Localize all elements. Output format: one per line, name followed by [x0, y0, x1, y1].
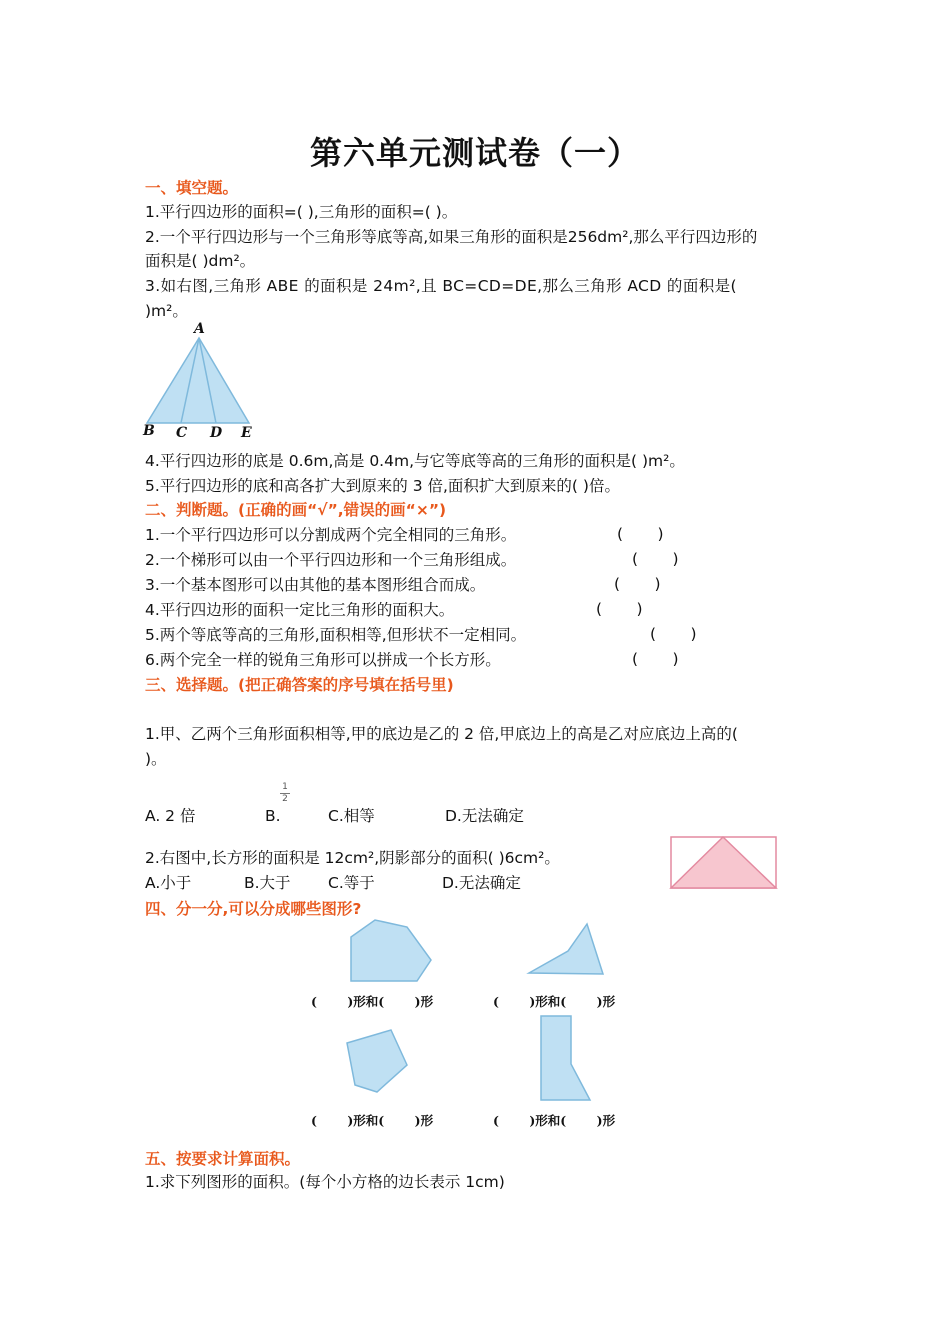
choice-q2-option-b: B.大于 — [244, 874, 291, 892]
judge-q1: 1.一个平行四边形可以分割成两个完全相同的三角形。 — [145, 526, 517, 544]
divide-label-2: ( )形和( )形 — [493, 994, 616, 1009]
judge-q4: 4.平行四边形的面积一定比三角形的面积大。 — [145, 601, 455, 619]
fraction-denominator: 2 — [282, 794, 288, 804]
judge-q5-paren: ( ) — [650, 625, 697, 643]
judge-q3: 3.一个基本图形可以由其他的基本图形组合而成。 — [145, 576, 486, 594]
label-d: D — [210, 425, 223, 441]
fill-q3-line2: )m²。 — [145, 302, 188, 320]
choice-q1-option-d: D.无法确定 — [445, 807, 524, 825]
page-title: 第六单元测试卷（一） — [309, 134, 640, 172]
choice-q1-line1: 1.甲、乙两个三角形面积相等,甲的底边是乙的 2 倍,甲底边上的高是乙对应底边上高的( — [145, 725, 738, 743]
divide-label-1: ( )形和( )形 — [311, 994, 434, 1009]
label-e: E — [241, 425, 252, 441]
area-q1: 1.求下列图形的面积。(每个小方格的边长表示 1cm) — [145, 1173, 505, 1191]
choice-q2: 2.右图中,长方形的面积是 12cm²,阴影部分的面积( )6cm²。 — [145, 849, 560, 867]
label-c: C — [176, 425, 188, 441]
label-a: A — [194, 321, 205, 337]
judge-q2: 2.一个梯形可以由一个平行四边形和一个三角形组成。 — [145, 551, 517, 569]
judge-q5: 5.两个等底等高的三角形,面积相等,但形状不一定相同。 — [145, 626, 527, 644]
fraction-one-half — [280, 783, 290, 804]
choice-q1-option-a: A. 2 倍 — [145, 807, 196, 825]
rectangle-shaded-figure — [668, 834, 780, 892]
label-b: B — [143, 423, 155, 439]
section-judge-heading: 二、判断题。(正确的画“√”,错误的画“×”) — [145, 501, 447, 519]
judge-q1-paren: ( ) — [617, 525, 664, 543]
fill-q4: 4.平行四边形的底是 0.6m,高是 0.4m,与它等底等高的三角形的面积是( )m²。 — [145, 452, 685, 470]
choice-q2-option-a: A.小于 — [145, 874, 192, 892]
choice-q1-line2: )。 — [145, 750, 167, 768]
section-fill-blank-heading: 一、填空题。 — [145, 179, 239, 197]
fill-q1: 1.平行四边形的面积=( ),三角形的面积=( )。 — [145, 203, 458, 221]
shape-pentagon-3 — [343, 1025, 413, 1095]
shape-quadrilateral-2 — [525, 918, 610, 980]
shape-rectangle-triangle-4 — [535, 1012, 595, 1104]
fill-q2-line1: 2.一个平行四边形与一个三角形等底等高,如果三角形的面积是256dm²,那么平行四边形的 — [145, 228, 758, 246]
shape-pentagon-1 — [345, 915, 437, 985]
divide-label-4: ( )形和( )形 — [493, 1113, 616, 1128]
section-choice-heading: 三、选择题。(把正确答案的序号填在括号里) — [145, 676, 454, 694]
section-divide-heading: 四、分一分,可以分成哪些图形? — [145, 900, 362, 918]
choice-q1-option-c: C.相等 — [328, 807, 375, 825]
choice-q2-option-c: C.等于 — [328, 874, 375, 892]
choice-q1-option-b: B. — [265, 807, 281, 825]
choice-q2-option-d: D.无法确定 — [442, 874, 521, 892]
triangle-abe — [147, 338, 249, 423]
triangle-abe-figure — [140, 330, 265, 440]
fill-q3-line1: 3.如右图,三角形 ABE 的面积是 24m²,且 BC=CD=DE,那么三角形 ACD 的面积是( — [145, 277, 737, 295]
divide-label-3: ( )形和( )形 — [311, 1113, 434, 1128]
judge-q3-paren: ( ) — [614, 575, 661, 593]
judge-q2-paren: ( ) — [632, 550, 679, 568]
judge-q4-paren: ( ) — [596, 600, 643, 618]
fraction-numerator: 1 — [282, 782, 288, 792]
fill-q2-line2: 面积是( )dm²。 — [145, 252, 256, 270]
section-area-heading: 五、按要求计算面积。 — [145, 1150, 301, 1168]
judge-q6-paren: ( ) — [632, 650, 679, 668]
fill-q5: 5.平行四边形的底和高各扩大到原来的 3 倍,面积扩大到原来的( )倍。 — [145, 477, 620, 495]
judge-q6: 6.两个完全一样的锐角三角形可以拼成一个长方形。 — [145, 651, 501, 669]
